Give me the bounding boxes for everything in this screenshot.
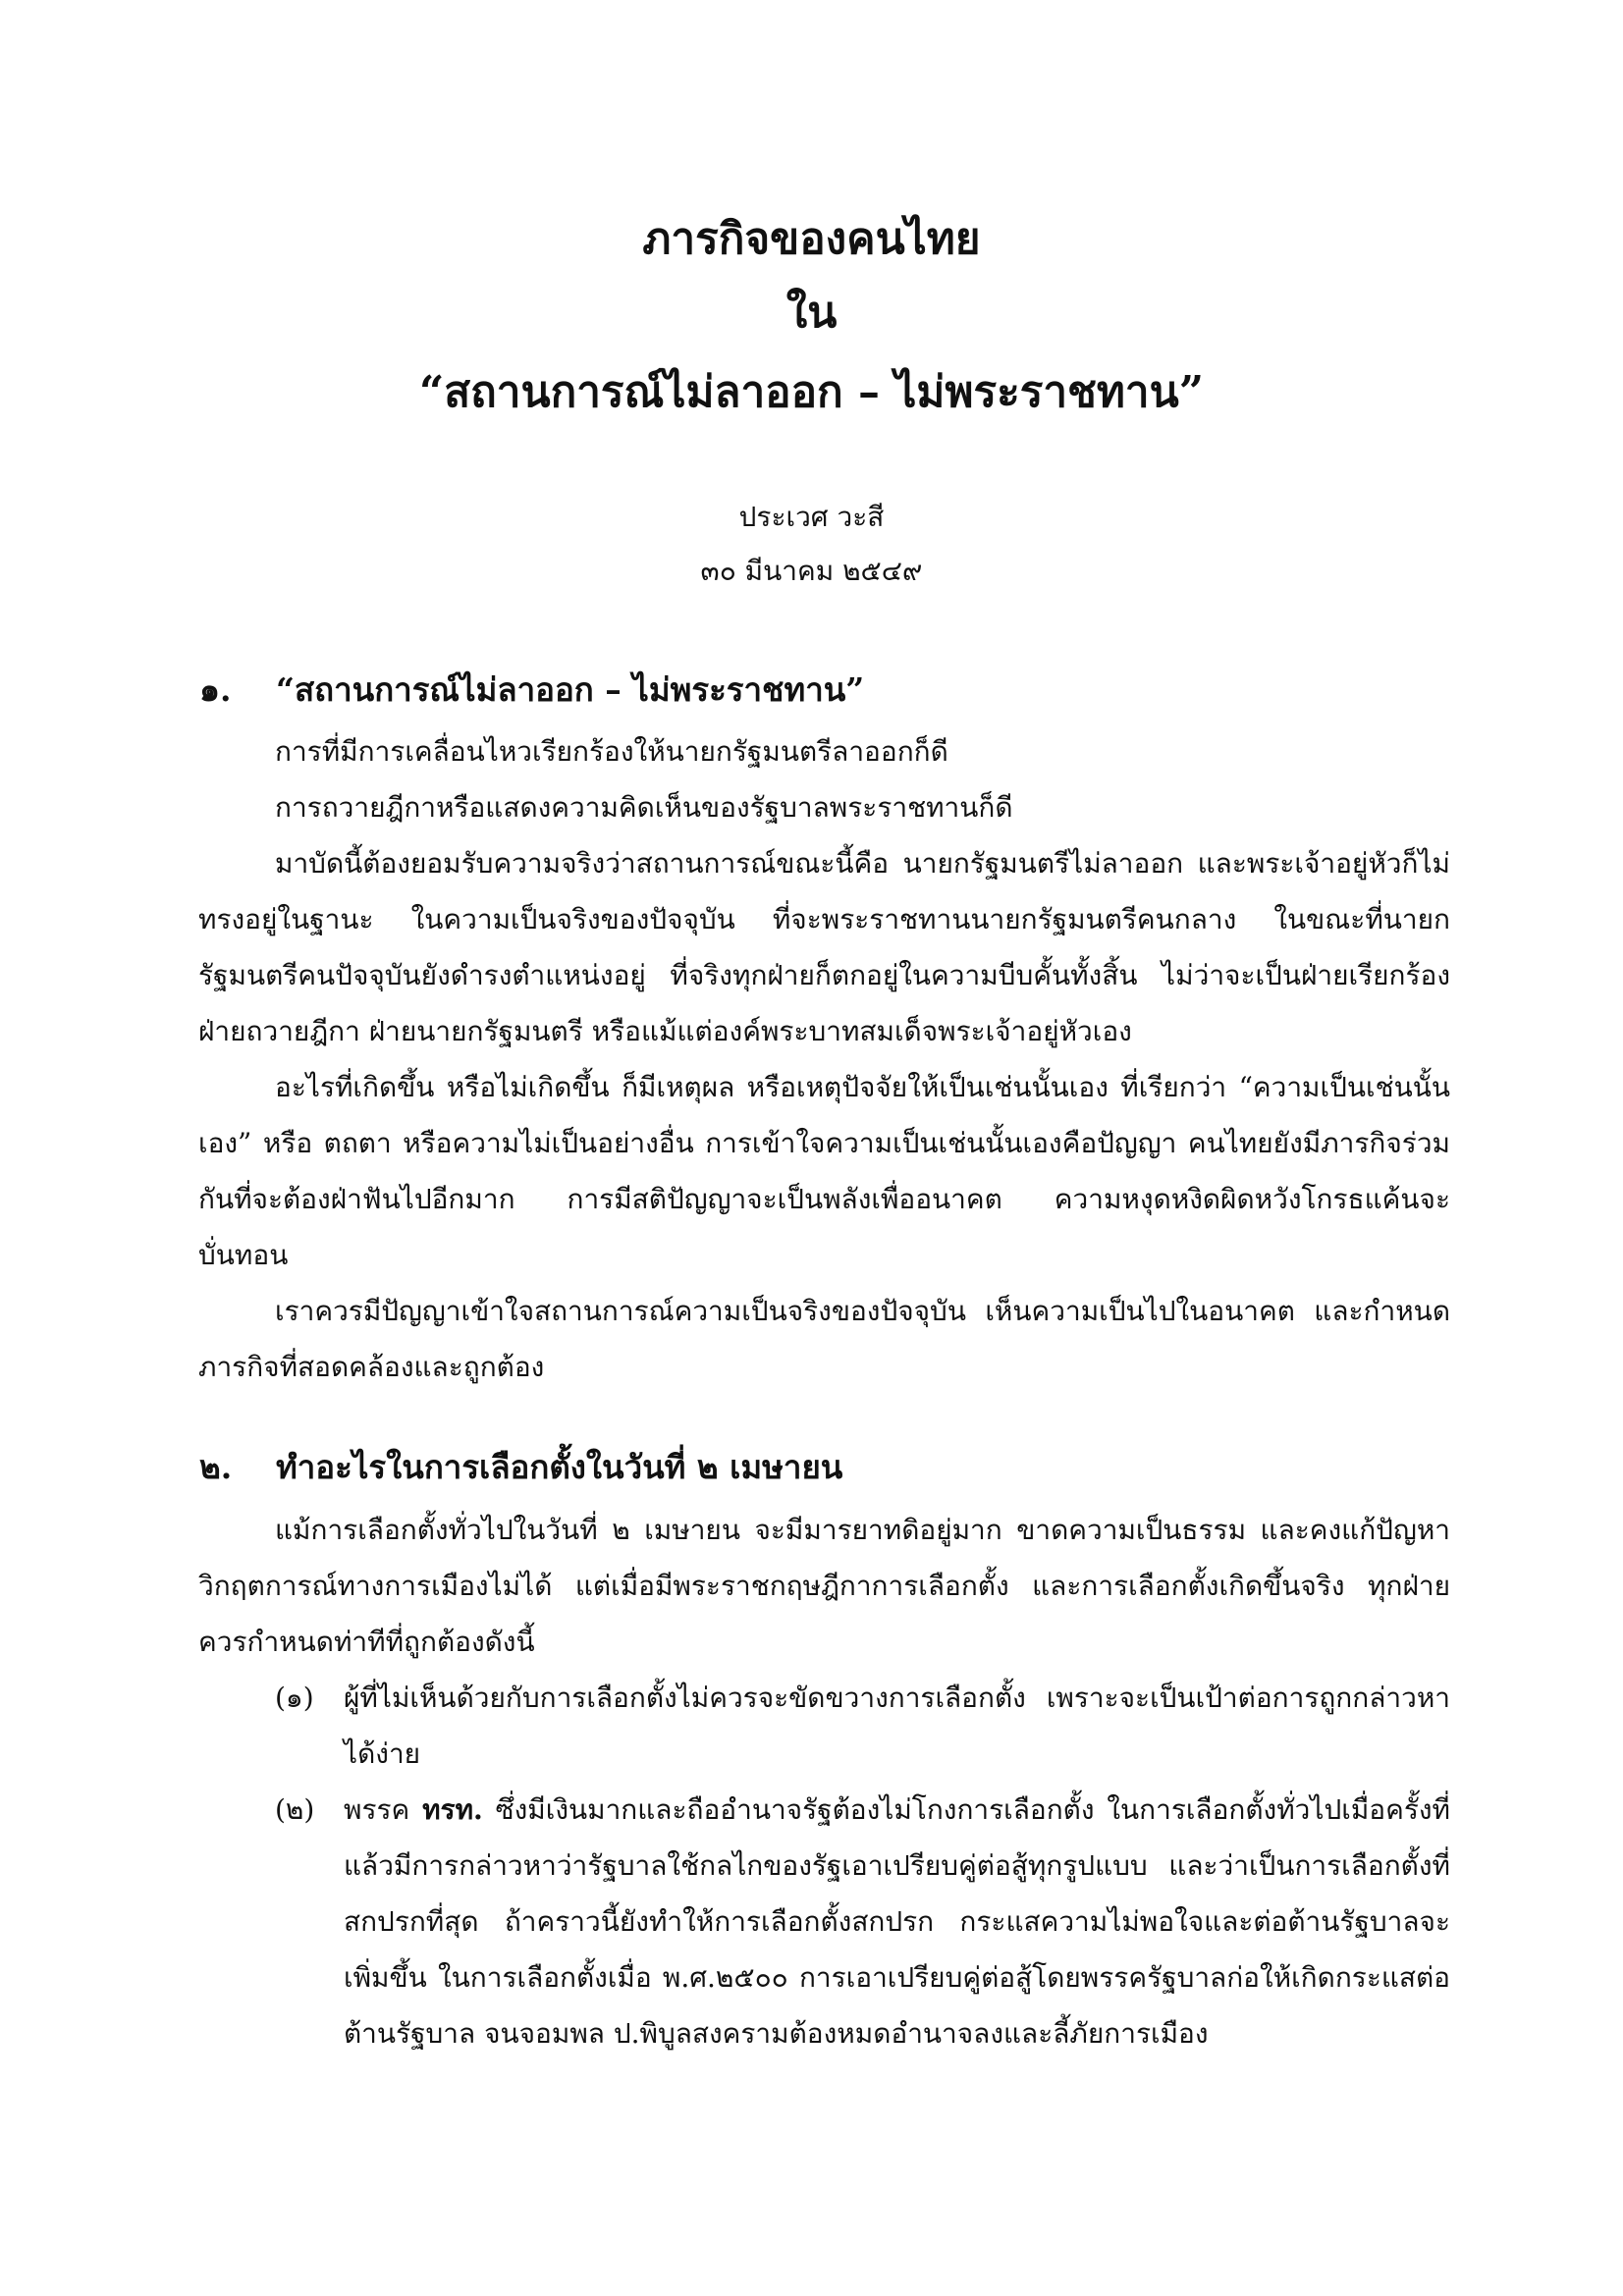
list-item-number: (๑): [275, 1682, 314, 1714]
party-abbreviation: ทรท.: [422, 1793, 483, 1826]
author: ประเวศ วะสี: [738, 501, 885, 533]
title-line-3: “สถานการณ์ไม่ลาออก – ไม่พระราชทาน”: [418, 367, 1205, 417]
section-1-heading: [199, 670, 865, 709]
title-line-2: ใน: [785, 288, 838, 338]
list-item-body: ซึ่งมีเงินมากและถืออำนาจรัฐต้องไม่โกงการเลือกตั้ง ในการเลือกตั้งทั่วไปเมื่อครั้งที่แล้วมีการกล่าวหาว่ารัฐบาลใช้กลไกของรัฐเอาเปรียบคู่ต่อสู้ทุกรูปแบบ และว่าเป็นการเลือกตั้งที่สกปรกที่สุด ถ้าคราวนี้ยังทำให้การเลือกตั้งสกปรก กระแสความไม่พอใจและต่อต้านรัฐบาลจะเพิ่มขึ้น ในการเลือกตั้งเมื่อ พ.ศ.๒๕๐๐ การเอาเปรียบคู่ต่อสู้โดยพรรครัฐบาลก่อให้เกิดกระแสต่อต้านรัฐบาล จนจอมพล ป.พิบูลสงครามต้องหมดอำนาจลงและลี้ภัยการเมือง: [344, 1793, 1450, 2050]
list-item: [275, 1782, 1450, 2117]
list-item: [275, 1670, 1450, 1782]
section-1-paragraph-5: เราควรมีปัญญาเข้าใจสถานการณ์ความเป็นจริงของปัจจุบัน เห็นความเป็นไปในอนาคต และกำหนดภารกิจที่สอดคล้องและถูกต้อง: [198, 1295, 1450, 1383]
section-1-title: “สถานการณ์ไม่ลาออก – ไม่พระราชทาน”: [276, 670, 865, 709]
title-line-1: ภารกิจของคนไทย: [642, 214, 981, 264]
section-2-heading: [199, 1448, 843, 1486]
list-item-text: ผู้ที่ไม่เห็นด้วยกับการเลือกตั้งไม่ควรจะขัดขวางการเลือกตั้ง เพราะจะเป็นเป้าต่อการถูกกล่าวหาได้ง่าย: [344, 1682, 1450, 1770]
date: ๓๐ มีนาคม ๒๕๔๙: [700, 555, 923, 587]
list-item-number: (๒): [275, 1793, 315, 1826]
section-2-title: ทำอะไรในการเลือกตั้งในวันที่ ๒ เมษายน: [276, 1448, 843, 1486]
list-item-text: [344, 1782, 1450, 2061]
section-1-paragraph-3: มาบัดนี้ต้องยอมรับความจริงว่าสถานการณ์ขณะนี้คือ นายกรัฐมนตรีไม่ลาออก และพระเจ้าอยู่หัวก็ไม่ทรงอยู่ในฐานะ ในความเป็นจริงของปัจจุบัน ที่จะพระราชทานนายกรัฐมนตรีคนกลาง ในขณะที่นายกรัฐมนตรีคนปัจจุบันยังดำรงตำแหน่งอยู่ ที่จริงทุกฝ่ายก็ตกอยู่ในความบีบคั้นทั้งสิ้น ไม่ว่าจะเป็นฝ่ายเรียกร้อง ฝ่ายถวายฎีกา ฝ่ายนายกรัฐมนตรี หรือแม้แต่องค์พระบาทสมเด็จพระเจ้าอยู่หัวเอง: [198, 847, 1450, 1047]
section-1-paragraph-2: การถวายฎีกาหรือแสดงความคิดเห็นของรัฐบาลพระราชทานก็ดี: [275, 791, 1013, 824]
party-prefix: พรรค: [344, 1793, 423, 1826]
section-2-paragraph-1: แม้การเลือกตั้งทั่วไปในวันที่ ๒ เมษายน จะมีมารยาทดิอยู่มาก ขาดความเป็นธรรม และคงแก้ปัญหาวิกฤตการณ์ทางการเมืองไม่ได้ แต่เมื่อมีพระราชกฤษฎีกาการเลือกตั้ง และการเลือกตั้งเกิดขึ้นจริง ทุกฝ่ายควรกำหนดท่าทีที่ถูกต้องดังนี้: [198, 1514, 1450, 1658]
section-1-paragraph-1: การที่มีการเคลื่อนไหวเรียกร้องให้นายกรัฐมนตรีลาออกก็ดี: [275, 735, 948, 768]
section-2-number: ๒.: [199, 1448, 233, 1486]
section-1-number: ๑.: [199, 670, 232, 709]
section-1-paragraph-4: อะไรที่เกิดขึ้น หรือไม่เกิดขึ้น ก็มีเหตุผล หรือเหตุปัจจัยให้เป็นเช่นนั้นเอง ที่เรียกว่า “ความเป็นเช่นนั้นเอง” หรือ ตถตา หรือความไม่เป็นอย่างอื่น การเข้าใจความเป็นเช่นนั้นเองคือปัญญา คนไทยยังมีภารกิจร่วมกันที่จะต้องฝ่าฟันไปอีกมาก การมีสติปัญญาจะเป็นพลังเพื่ออนาคต ความหงุดหงิดผิดหวังโกรธแค้นจะบั่นทอน: [198, 1071, 1450, 1271]
